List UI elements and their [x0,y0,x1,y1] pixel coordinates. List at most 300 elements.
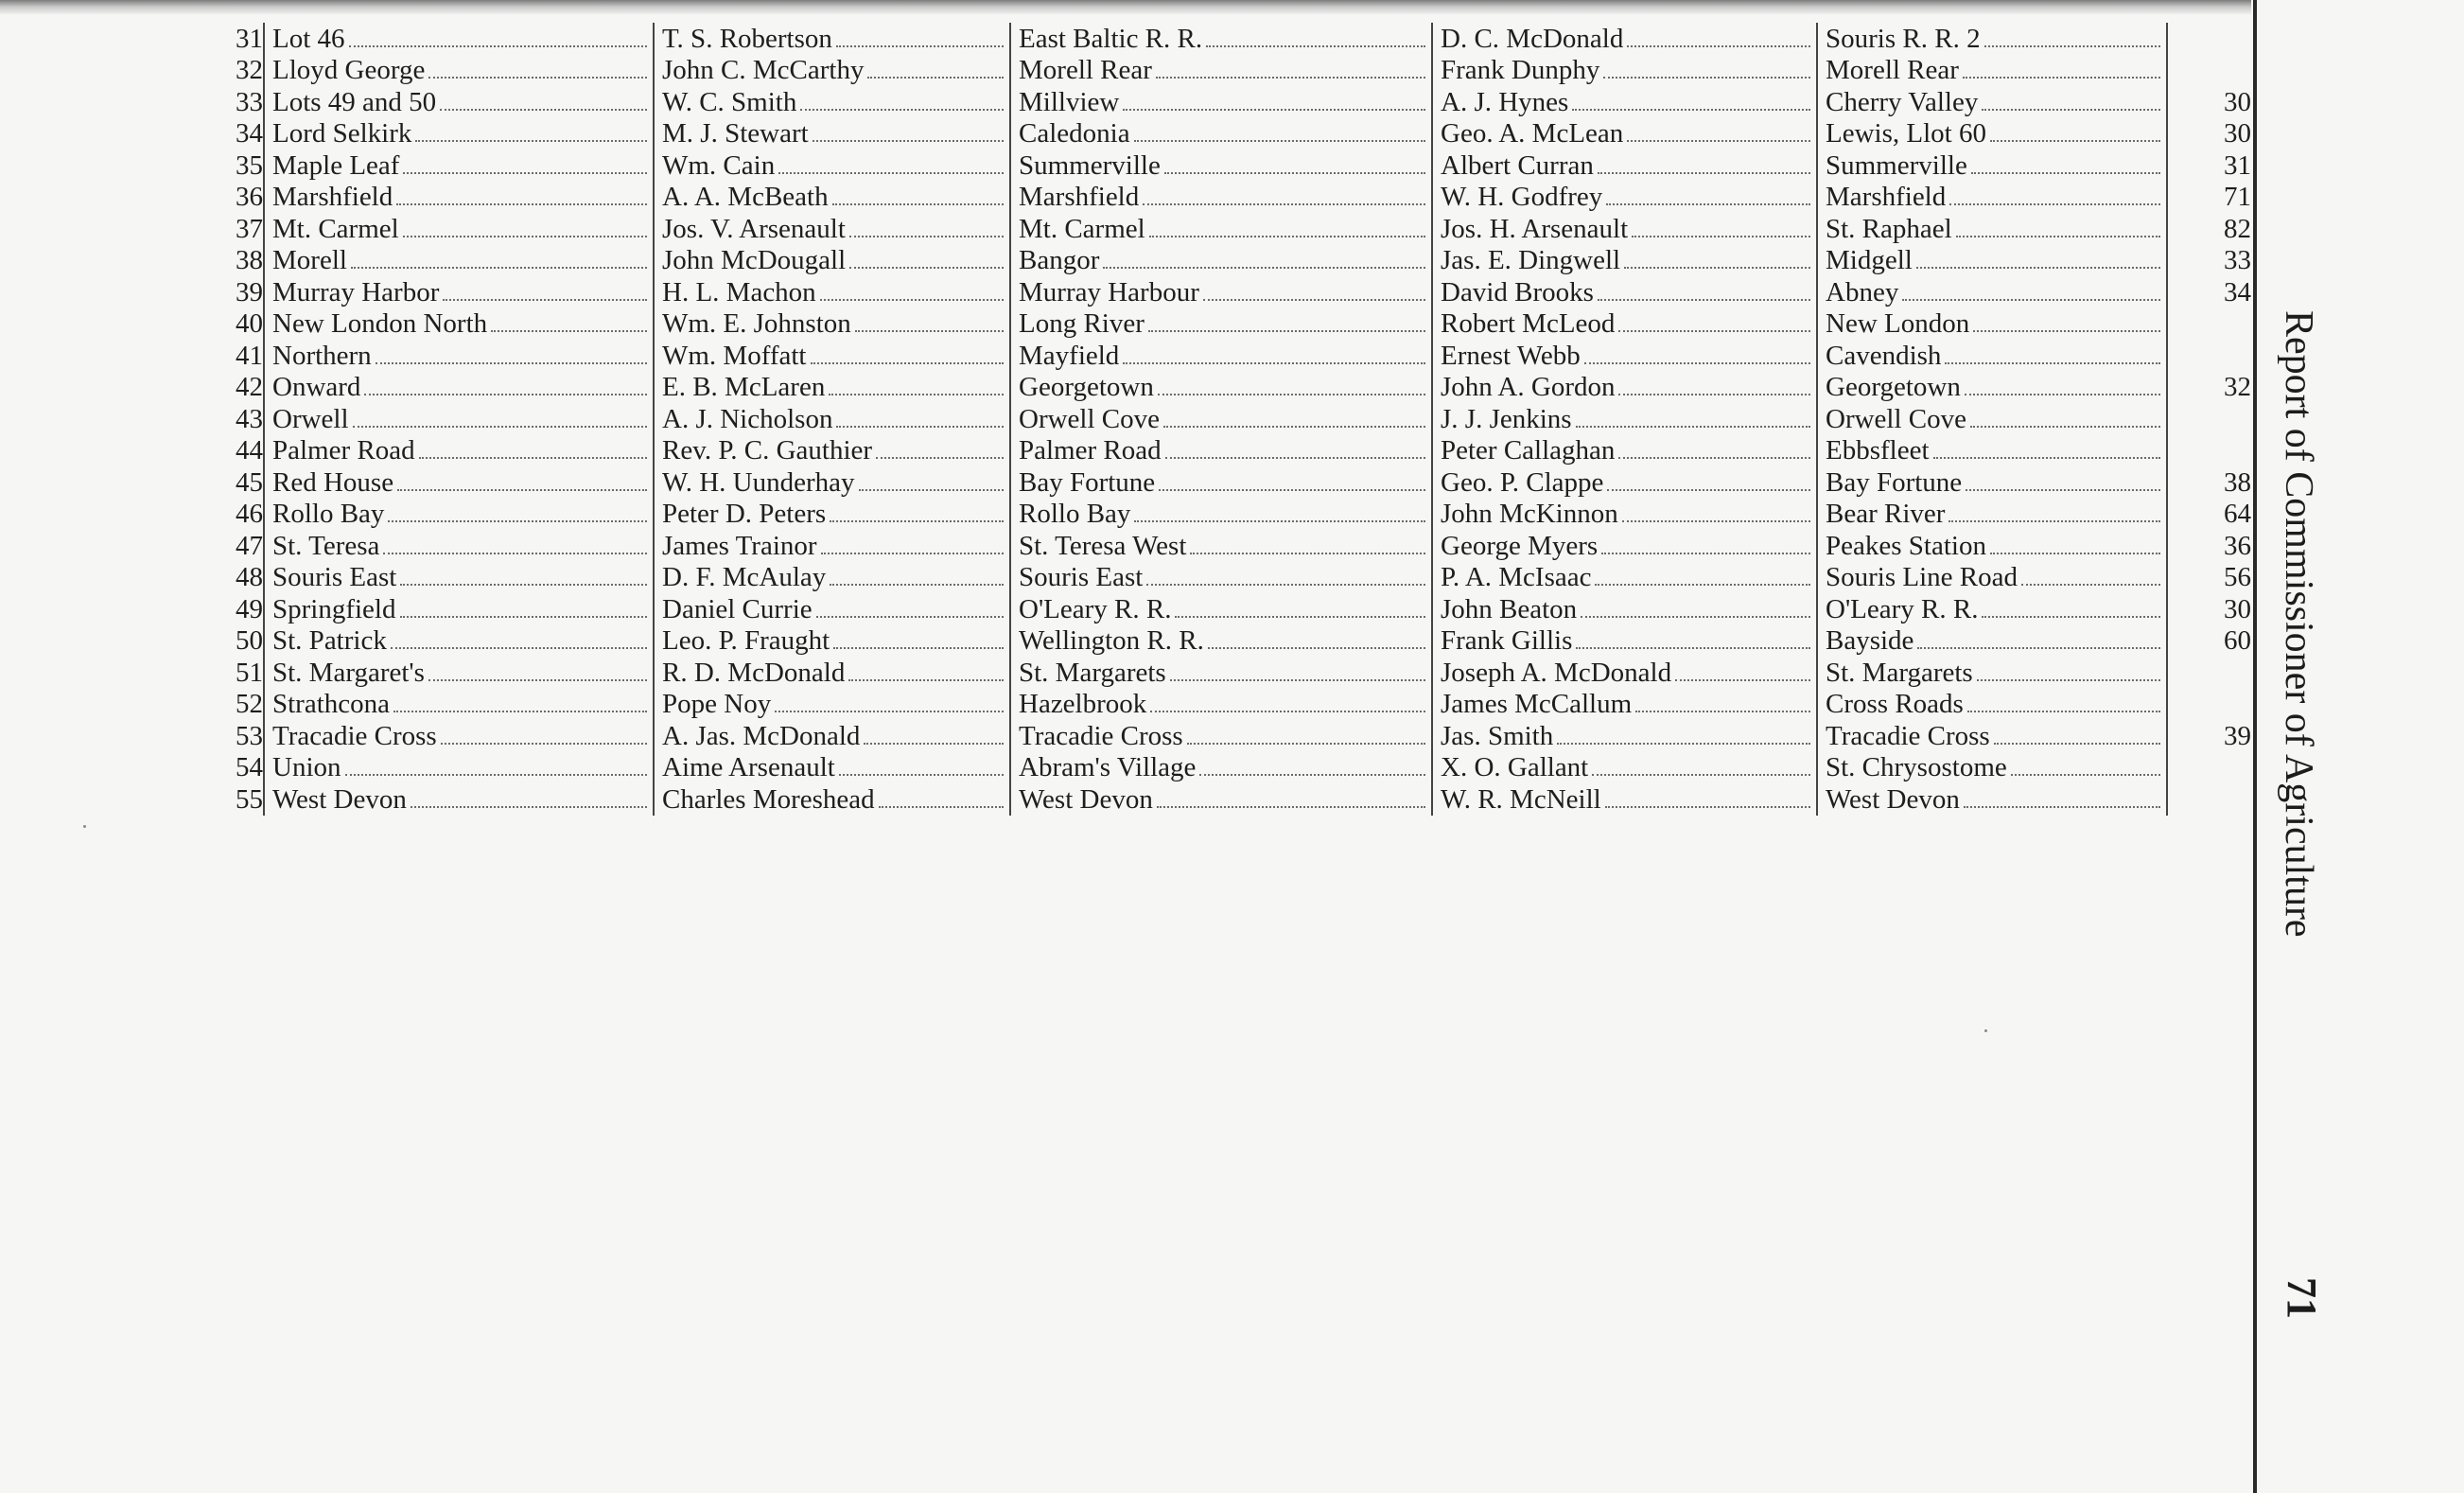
dot-leader [839,774,1004,776]
dot-leader [440,109,647,111]
dot-leader [393,711,647,712]
trustee-cell [1432,403,1817,435]
location-cell [1010,182,1432,214]
dot-leader [1618,330,1810,332]
school-district-cell [264,625,654,658]
name-cell [654,657,1010,689]
dot-leader [1982,616,2160,618]
dot-leader [1598,299,1810,301]
dot-leader [428,679,647,681]
cell-text: Wm. E. Johnston [662,308,855,340]
dot-leader [1965,394,2160,395]
cell-text: Bay Fortune [1826,467,1966,499]
cell-text: W. R. McNeill [1441,784,1605,816]
cell-text: O'Leary R. R. [1826,594,1982,625]
cell-text: St. Margarets [1019,658,1170,689]
cell-text: St. Patrick [272,625,391,657]
row-number: 53 [236,720,263,751]
table-row [161,466,2261,499]
dot-leader [1208,647,1425,649]
cell-text: Marshfield [1826,182,1949,213]
cell-text: Cavendish [1826,341,1945,372]
page-number: 71 [2279,1277,2325,1319]
scan-speck [1984,1029,1987,1032]
location-cell [1010,720,1432,752]
dot-leader [816,616,1004,618]
dot-leader [349,45,647,47]
cell-text: Hazelbrook [1019,689,1150,720]
dot-leader [1622,520,1810,522]
cell-text: New London [1826,308,1973,340]
cell-text: Georgetown [1019,372,1158,403]
cell-text: O'Leary R. R. [1019,594,1175,625]
dot-leader [376,362,647,364]
margin-figure: 34 [2224,276,2251,307]
row-number: 54 [236,752,263,782]
cell-text: Cross Roads [1826,689,1967,720]
location-cell [1010,86,1432,118]
trustee-cell [1432,783,1817,816]
cell-text: Long River [1019,308,1148,340]
dot-leader [1576,426,1810,428]
dot-leader [411,806,647,808]
cell-text: W. H. Godfrey [1441,182,1606,213]
dot-leader [1149,236,1425,237]
margin-figure: 31 [2224,149,2251,181]
row-number: 48 [236,562,263,592]
cell-text: Bear River [1826,499,1948,530]
cell-text: Souris East [272,562,400,593]
table-row [161,435,2261,467]
margin-figure: 30 [2224,593,2251,624]
location-cell [1010,340,1432,372]
cell-text: Cherry Valley [1826,87,1982,118]
name-cell [654,403,1010,435]
location-cell [1010,625,1432,658]
table-row [161,118,2261,150]
dot-leader [397,489,647,491]
post-office-cell [1817,149,2167,182]
location-cell [1010,499,1432,531]
dot-leader [1945,362,2160,364]
cell-text: Souris R. R. 2 [1826,24,1984,55]
school-district-cell [264,118,654,150]
dot-leader [1627,140,1810,142]
cell-text: Springfield [272,594,400,625]
dot-leader [1158,394,1425,395]
dot-leader [1572,109,1810,111]
dot-leader [775,711,1004,712]
post-office-cell [1817,308,2167,341]
table-row [161,86,2261,118]
dot-leader [403,172,647,174]
cell-text: A. A. McBeath [662,182,832,213]
name-cell [654,689,1010,721]
dot-leader [364,394,647,395]
location-cell [1010,435,1432,467]
cell-text: Marshfield [1019,182,1143,213]
cell-text: Wm. Moffatt [662,341,811,372]
school-district-cell [264,720,654,752]
cell-text: Strathcona [272,689,393,720]
cell-text: Midgell [1826,245,1916,276]
dot-leader [1635,711,1810,712]
dot-leader [396,203,647,205]
cell-text: A. J. Nicholson [662,404,836,435]
cell-text: Morell Rear [1019,55,1156,86]
cell-text: Souris Line Road [1826,562,2021,593]
post-office-cell [1817,182,2167,214]
cell-text: X. O. Gallant [1441,752,1592,783]
school-district-cell [264,562,654,594]
cell-text: Frank Dunphy [1441,55,1603,86]
cell-text: P. A. McIsaac [1441,562,1595,593]
post-office-cell [1817,783,2167,816]
post-office-cell [1817,752,2167,784]
cell-text: J. J. Jenkins [1441,404,1576,435]
dot-leader [1601,553,1810,554]
dot-leader [1170,679,1425,681]
dot-leader [491,330,647,332]
row-number: 31 [236,23,263,54]
school-district-cell [264,23,654,55]
row-number: 36 [236,182,263,212]
cell-text: Peter Callaghan [1441,435,1618,466]
margin-figure [2167,308,2261,341]
table-row [161,562,2261,594]
margin-figure [2167,340,2261,372]
cell-text: Souris East [1019,562,1146,593]
margin-figure: 39 [2224,720,2251,751]
cell-text: St. Teresa West [1019,531,1190,562]
post-office-cell [1817,530,2167,562]
name-cell [654,435,1010,467]
cell-text: David Brooks [1441,277,1598,308]
margin-figure: 33 [2224,245,2251,275]
name-cell [654,308,1010,341]
cell-text: St. Margaret's [272,658,428,689]
cell-text: Lots 49 and 50 [272,87,440,118]
dot-leader [1984,45,2160,47]
margin-figure [2167,783,2261,816]
cell-text: Marshfield [272,182,396,213]
school-district-cell [264,593,654,625]
table-row [161,499,2261,531]
dot-leader [836,45,1004,47]
location-cell [1010,530,1432,562]
cell-text: Peakes Station [1826,531,1990,562]
trustee-cell [1432,213,1817,245]
cell-text: Mt. Carmel [1019,214,1149,245]
dot-leader [345,774,648,776]
dot-leader [849,236,1004,237]
location-cell [1010,466,1432,499]
dot-leader [1603,77,1810,79]
row-number: 37 [236,213,263,244]
dot-leader [1143,203,1425,205]
dot-leader [778,172,1004,174]
margin-figure: 56 [2224,562,2251,592]
dot-leader [1624,267,1810,269]
cell-text: Joseph A. McDonald [1441,658,1675,689]
dot-leader [1163,426,1425,428]
cell-text: Murray Harbor [272,277,443,308]
row-number: 33 [236,86,263,117]
table-row [161,720,2261,752]
table-row [161,752,2261,784]
dot-leader [1994,743,2160,745]
cell-text: Rollo Bay [1019,499,1134,530]
cell-text: Rev. P. C. Gauthier [662,435,876,466]
row-number: 46 [236,499,263,529]
post-office-cell [1817,372,2167,404]
trustee-cell [1432,657,1817,689]
cell-text: Orwell [272,404,353,435]
cell-text: T. S. Robertson [662,24,836,55]
school-district-cell [264,689,654,721]
trustee-cell [1432,182,1817,214]
cell-text: New London North [272,308,491,340]
school-district-cell [264,403,654,435]
dot-leader [1190,553,1425,554]
location-cell [1010,23,1432,55]
dot-leader [1164,172,1425,174]
row-number: 47 [236,530,263,561]
name-cell [654,783,1010,816]
cell-text: Abney [1826,277,1902,308]
dot-leader [1949,203,2160,205]
table-row [161,55,2261,87]
dot-leader [1977,679,2160,681]
location-cell [1010,55,1432,87]
dot-leader [1967,711,2160,712]
dot-leader [1123,362,1425,364]
cell-text: Palmer Road [1019,435,1165,466]
dot-leader [443,299,647,301]
cell-text: Palmer Road [272,435,419,466]
cell-text: Mayfield [1019,341,1123,372]
name-cell [654,276,1010,308]
margin-figure: 30 [2224,86,2251,117]
dot-leader [415,140,647,142]
cell-text: H. L. Machon [662,277,820,308]
row-number: 44 [236,435,263,465]
row-number: 42 [236,372,263,402]
register-rows [161,23,2261,816]
scan-speck [83,825,86,828]
row-number: 38 [236,245,263,275]
dot-leader [1902,299,2160,301]
trustee-cell [1432,593,1817,625]
school-district-cell [264,86,654,118]
row-number: 39 [236,276,263,307]
margin-figure [2167,23,2261,55]
table-row [161,530,2261,562]
name-cell [654,213,1010,245]
dot-leader [830,520,1004,522]
dot-leader [428,77,647,79]
post-office-cell [1817,562,2167,594]
post-office-cell [1817,499,2167,531]
dot-leader [864,743,1004,745]
dot-leader [1917,647,2160,649]
dot-leader [848,679,1004,681]
cell-text: Wellington R. R. [1019,625,1208,657]
cell-text: Daniel Currie [662,594,816,625]
cell-text: Mt. Carmel [272,214,403,245]
dot-leader [400,584,647,586]
row-number: 45 [236,466,263,498]
cell-text: Ernest Webb [1441,341,1584,372]
cell-text: Albert Curran [1441,150,1598,182]
row-number: 49 [236,593,263,624]
cell-text: Bayside [1826,625,1917,657]
name-cell [654,340,1010,372]
trustee-cell [1432,245,1817,277]
school-district-cell [264,308,654,341]
margin-figure: 30 [2224,118,2251,149]
cell-text: Leo. P. Fraught [662,625,833,657]
cell-text: E. B. McLaren [662,372,829,403]
school-district-cell [264,466,654,499]
cell-text: Lewis, Llot 60 [1826,118,1990,149]
cell-text: Morell Rear [1826,55,1963,86]
cell-text: Lord Selkirk [272,118,415,149]
table-row [161,783,2261,816]
location-cell [1010,276,1432,308]
cell-text: George Myers [1441,531,1601,562]
dot-leader [1199,774,1425,776]
dot-leader [1990,553,2160,554]
school-district-cell [264,530,654,562]
cell-text: R. D. McDonald [662,658,848,689]
dot-leader [1605,806,1810,808]
trustee-cell [1432,435,1817,467]
dot-leader [1990,140,2160,142]
dot-leader [1598,172,1810,174]
cell-text: John Beaton [1441,594,1581,625]
dot-leader [859,489,1005,491]
cell-text: Murray Harbour [1019,277,1203,308]
trustee-cell [1432,372,1817,404]
location-cell [1010,783,1432,816]
dot-leader [1206,45,1425,47]
margin-figure: 38 [2224,466,2251,498]
post-office-cell [1817,720,2167,752]
post-office-cell [1817,118,2167,150]
school-district-cell [264,783,654,816]
cell-text: Onward [272,372,364,403]
margin-figure: 36 [2224,530,2251,561]
dot-leader [876,457,1004,459]
cell-text: Geo. A. McLean [1441,118,1627,149]
dot-leader [1916,267,2160,269]
cell-text: John McKinnon [1441,499,1622,530]
cell-text: Robert McLeod [1441,308,1618,340]
cell-text: W. H. Uunderhay [662,467,859,499]
post-office-cell [1817,245,2167,277]
name-cell [654,530,1010,562]
dot-leader [441,743,647,745]
cell-text: M. J. Stewart [662,118,813,149]
dot-leader [867,77,1004,79]
dot-leader [1964,806,2160,808]
trustee-cell [1432,55,1817,87]
cell-text: Tracadie Cross [1019,721,1187,752]
dot-leader [1982,109,2160,111]
trustee-cell [1432,466,1817,499]
side-title: Report of Commissioner of Agriculture [2277,310,2320,938]
location-cell [1010,118,1432,150]
school-district-cell [264,372,654,404]
post-office-cell [1817,213,2167,245]
location-cell [1010,752,1432,784]
cell-text: Tracadie Cross [272,721,441,752]
cell-text: St. Chrysostome [1826,752,2011,783]
table-row [161,340,2261,372]
cell-text: Pope Noy [662,689,775,720]
cell-text: Maple Leaf [272,150,403,182]
dot-leader [1165,457,1425,459]
margin-figure [2167,403,2261,435]
post-office-cell [1817,23,2167,55]
dot-leader [2011,774,2160,776]
table-row [161,245,2261,277]
dot-leader [1146,584,1425,586]
cell-text: Summerville [1019,150,1164,182]
location-cell [1010,593,1432,625]
dot-leader [1607,489,1810,491]
dot-leader [1156,77,1425,79]
name-cell [654,372,1010,404]
dot-leader [1595,584,1810,586]
cell-text: Geo. P. Clappe [1441,467,1607,499]
dot-leader [821,553,1004,554]
cell-text: Orwell Cove [1019,404,1163,435]
dot-leader [1606,203,1810,205]
cell-text: Caledonia [1019,118,1134,149]
dot-leader [1971,172,2160,174]
post-office-cell [1817,86,2167,118]
dot-leader [1948,520,2160,522]
cell-text: D. F. McAulay [662,562,830,593]
post-office-cell [1817,55,2167,87]
dot-leader [1956,236,2160,237]
cell-text: A. J. Hynes [1441,87,1572,118]
margin-figure [2167,752,2261,784]
dot-leader [1618,457,1810,459]
dot-leader [388,520,647,522]
cell-text: Jos. H. Arsenault [1441,214,1632,245]
location-cell [1010,149,1432,182]
dot-leader [820,299,1004,301]
dot-leader [830,584,1004,586]
dot-leader [849,267,1004,269]
cell-text: St. Margarets [1826,658,1977,689]
dot-leader [1150,711,1425,712]
row-number: 40 [236,308,263,339]
school-district-cell [264,435,654,467]
name-cell [654,499,1010,531]
table-row [161,625,2261,658]
dot-leader [836,426,1004,428]
table-row [161,689,2261,721]
dot-leader [829,394,1004,395]
dot-leader [855,330,1004,332]
name-cell [654,23,1010,55]
location-cell [1010,403,1432,435]
dot-leader [1148,330,1425,332]
